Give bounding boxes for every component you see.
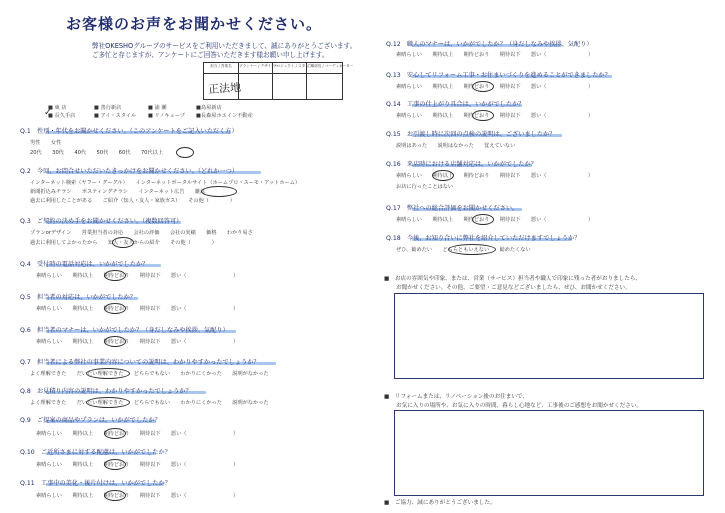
question-q8: Q.8 お見積り内容の説明は、わかりやすかったでしょうか？ bbox=[20, 388, 192, 395]
q18-options[interactable]: ぜひ、勧めたい どちらともいえない 勧めたくない bbox=[396, 247, 531, 253]
answer-circle bbox=[104, 303, 126, 314]
q5-options[interactable]: 素晴らしい 期待以上 期待どおり 期待以下 悪い（ ） bbox=[36, 306, 239, 312]
q1-options-age[interactable]: 20代 30代 40代 50代 60代 70代以上 bbox=[30, 150, 163, 156]
answer-circle bbox=[104, 270, 126, 281]
stamp-header-4: 工事部長 / コーディネーター bbox=[307, 64, 354, 68]
question-q1: Q.1 性別・年代をお聞かせください。（このアンケートをご記入いただく方） bbox=[20, 128, 238, 135]
question-q6: Q.6 担当者のマナーは、いかがでしたか？（身だしなみや挨拶、気配り） bbox=[20, 327, 229, 334]
answer-circle bbox=[176, 147, 194, 158]
question-q14: Q.14 工事の仕上がり具合は、いかがでしたか？ bbox=[386, 101, 525, 108]
q2-options-row-2[interactable]: 新聞折込みチラシ ポスティングチラシ インターネット広告 雑誌 bbox=[30, 189, 206, 195]
question-q15: Q.15 お引渡し時に次回の点検の説明は、ございましたか？ bbox=[386, 131, 556, 138]
q17-options[interactable]: 素晴らしい 期待以上 期待どおり 期待以下 悪い（ ） bbox=[396, 217, 594, 223]
q11-options[interactable]: 素晴らしい 期待以上 期待どおり 期待以下 悪い（ ） bbox=[36, 493, 239, 499]
q16-options[interactable]: 素晴らしい 期待以上 期待どおり 期待以下 悪い（ ） bbox=[396, 173, 594, 179]
intro-line-2: ご多忙と存じますが、アンケートにご回答いただきます様お願い申し上げます。 bbox=[92, 51, 329, 59]
answer-circle bbox=[112, 237, 134, 248]
branch-checkbox-3[interactable]: ■ 浦 瀬 bbox=[148, 105, 167, 111]
question-q16: Q.16 来店時における店舗対応は、いかがでしたか？ bbox=[386, 161, 537, 168]
comment-prompt-1-line-1: ■ お店の雰囲気や印象、または、営業（サービス）担当者や職人で印象に残った者がおりましたら、 bbox=[384, 276, 642, 282]
q10-options[interactable]: 素晴らしい 期待以上 期待どおり 期待以下 悪い（ ） bbox=[36, 462, 239, 468]
handwritten-check-mark: ✓ bbox=[44, 108, 52, 118]
comment-textarea-1[interactable] bbox=[394, 293, 704, 379]
q2-options-row-1[interactable]: インターネット検索（ヤフー・グーグル） インターネットポータルサイト（ホームプロ・スーモ・アットホーム） bbox=[30, 180, 301, 186]
intro-line-1: 弊社OKESHOグループのサービスをご利用いただきまして、誠にありがとうございます。 bbox=[92, 42, 357, 50]
branch-checkbox-8[interactable]: ■長森屋ホエイン不動産 bbox=[196, 113, 253, 119]
branch-checkbox-6[interactable]: ■ アイ・スタイル bbox=[94, 113, 137, 119]
answer-circle bbox=[104, 336, 126, 347]
page-title: お客様のお声をお聞かせください。 bbox=[66, 15, 323, 33]
question-q13: Q.13 安心してリフォーム工事・お住まいづくりを進めることができましたか？ bbox=[386, 72, 611, 79]
q16-note: お店に行ったことはない bbox=[396, 184, 454, 190]
question-q7: Q.7 担当者による弊社の事業内容についての説明は、わかりやすかったでしょうか？ bbox=[20, 359, 260, 366]
q15-options[interactable]: 説明はあった 説明はなかった 覚えていない bbox=[396, 143, 516, 149]
answer-circle bbox=[104, 459, 126, 470]
q2-options-row-3[interactable]: 過去に利用したことがある ご紹介（知人・友人・家族ガス） その他（ ） bbox=[30, 198, 235, 204]
answer-circle bbox=[472, 214, 494, 225]
stamp-header-2: プランナー / デザイナー bbox=[239, 64, 279, 68]
answer-circle bbox=[201, 186, 237, 197]
question-q9: Q.9 ご提案の商品やプランは、いかがでしたか？ bbox=[20, 417, 161, 424]
q9-options[interactable]: 素晴らしい 期待以上 期待どおり 期待以下 悪い（ ） bbox=[36, 431, 239, 437]
q4-options[interactable]: 素晴らしい 期待以上 期待どおり 期待以下 悪い（ ） bbox=[36, 273, 239, 279]
q14-options[interactable]: 素晴らしい 期待以上 期待どおり 期待以下 悪い（ ） bbox=[396, 113, 594, 119]
q3-options-row-1[interactable]: プランorデザイン 営業担当者の対応 会社の評価 会社の実績 価格 わかり易さ bbox=[30, 230, 253, 236]
answer-circle bbox=[472, 110, 494, 121]
handwritten-signature: 正法地 bbox=[207, 80, 242, 97]
branch-checkbox-2[interactable]: ■ 善行新店 bbox=[94, 105, 122, 111]
answer-circle bbox=[104, 490, 126, 501]
question-q10: Q.10 ご近所さまに対する配慮は、いかがでしたか？ bbox=[20, 449, 171, 456]
comment-prompt-2-line-2: お気に入りの場所や、お気に入りの時間、暮らし心地など、工事後のご感想をお聞かせください。 bbox=[396, 403, 643, 409]
q3-options-row-2[interactable]: 過去に利用してよかったから 知人・友人からの紹介 その他（ ） bbox=[30, 240, 217, 246]
question-q5: Q.5 担当者の対応は、いかがでしたか？ bbox=[20, 294, 136, 301]
binder-mark bbox=[8, 18, 22, 32]
answer-circle bbox=[432, 170, 454, 181]
q12-options[interactable]: 素晴らしい 期待以上 期待どおり 期待以下 悪い（ ） bbox=[396, 52, 594, 58]
q8-options[interactable]: よく理解できた だいたい理解できた どちらでもない わかりにくかった 説明がなかった bbox=[30, 400, 269, 406]
branch-checkbox-7[interactable]: ■ リノキューブ bbox=[148, 113, 185, 119]
answer-circle bbox=[86, 368, 130, 379]
question-q18: Q.18 今後、お知り合いに弊社を紹介していただけますでしょうか？ bbox=[386, 235, 581, 242]
question-q17: Q.17 弊社への総合評価をお聞かせください。 bbox=[386, 205, 519, 212]
q13-options[interactable]: 素晴らしい 期待以上 期待どおり 期待以下 悪い（ ） bbox=[396, 84, 594, 90]
branch-checkbox-1[interactable]: ■ 東 店 bbox=[48, 105, 67, 111]
answer-circle bbox=[448, 244, 496, 255]
question-q11: Q.11 工事中の美化・後片付けは、いかがでしたか？ bbox=[20, 480, 171, 487]
question-q4: Q.4 受付時の電話対応は、いかがでしたか？ bbox=[20, 261, 149, 268]
question-q12: Q.12 職人のマナーは、いかがでしたか？（身だしなみや挨拶、気配り） bbox=[386, 41, 593, 48]
q6-options[interactable]: 素晴らしい 期待以上 期待どおり 期待以下 悪い（ ） bbox=[36, 339, 239, 345]
question-q3: Q.3 ご契約の決め手をお聞かせください。（複数回答可） bbox=[20, 218, 183, 225]
q7-options[interactable]: よく理解できた だいたい理解できた どちらでもない わかりにくかった 説明がなかった bbox=[30, 371, 269, 377]
stamp-header-3: プロジェクト / スタッフ bbox=[273, 64, 313, 68]
footer-thanks: ■ ご協力、誠にありがとうございました。 bbox=[384, 500, 496, 506]
comment-prompt-2-line-1: ■ リフォームまたは、リノベーション後のお住まいで、 bbox=[384, 394, 529, 400]
comment-prompt-1-line-2: お聞かせください。その他、ご要望・ご意見などございましたら、ぜひ、お聞かせください。 bbox=[396, 285, 631, 291]
comment-textarea-2[interactable] bbox=[394, 410, 704, 496]
stamp-header-1: 担当 / 営業名 bbox=[210, 64, 232, 68]
branch-checkbox-4[interactable]: ■鳥屋新店 bbox=[196, 105, 222, 111]
question-q2: Q.2 今回、お問合せいただいたきっかけをお聞かせください。（どれか一つ） bbox=[20, 168, 239, 175]
q1-options-gender[interactable]: 男性 女性 bbox=[30, 140, 62, 146]
answer-circle bbox=[104, 428, 126, 439]
branch-checkbox-5[interactable]: ■ 長久手店 bbox=[48, 113, 76, 119]
answer-circle bbox=[472, 81, 494, 92]
answer-circle bbox=[86, 397, 130, 408]
